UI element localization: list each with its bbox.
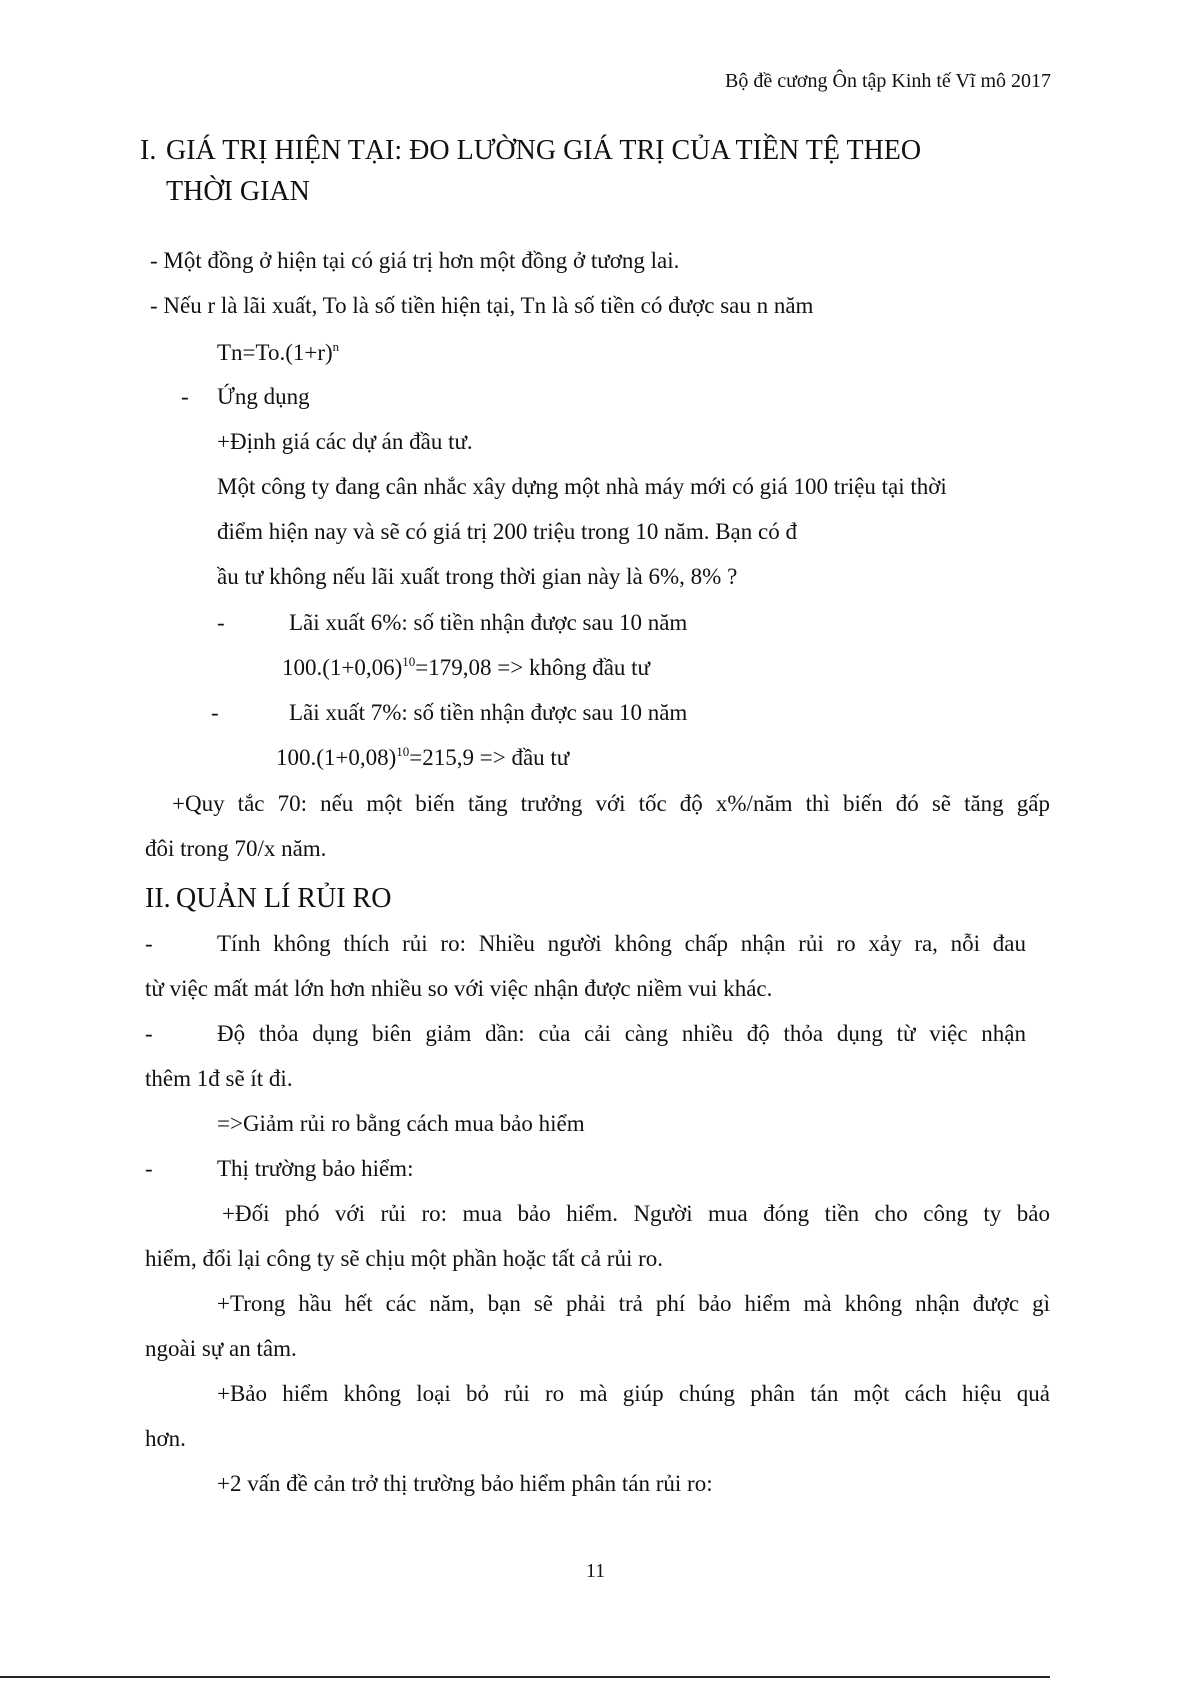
insurance-obstacles: +2 vấn đề cản trở thị trường bảo hiểm phân tán rủi ro:: [217, 1471, 713, 1496]
insurance-market-label: Thị trường bảo hiểm:: [217, 1156, 414, 1181]
insurance-market-dash: -: [145, 1156, 153, 1181]
section-1-title-line-1: GIÁ TRỊ HIỆN TẠI: ĐO LƯỜNG GIÁ TRỊ CỦA TIỀN TỆ THEO: [166, 135, 922, 166]
premium-years-line-2: ngoài sự an tâm.: [145, 1336, 297, 1361]
application-label: Ứng dụng: [217, 384, 310, 409]
formula-future-value: $Tn=To.(1+r)^n$: [217, 339, 340, 365]
marginal-utility-line-2: thêm 1đ sẽ ít đi.: [145, 1066, 293, 1091]
case-7-percent-label: Lãi xuất 7%: số tiền nhận được sau 10 năm: [289, 700, 688, 725]
risk-spreading-line-2: hơn.: [145, 1426, 186, 1451]
premium-years-line-1: +Trong hầu hết các năm, bạn sẽ phải trả phí bảo hiểm mà không nhận được gì: [217, 1291, 1050, 1316]
case-7-percent-calculation: $100.(1+0,08)^{10}=215,9$ => đầu tư: [276, 744, 570, 770]
valuation-title: +Định giá các dự án đầu tư.: [217, 429, 473, 454]
marginal-utility-dash: -: [145, 1021, 153, 1046]
risk-aversion-line-2: từ việc mất mát lớn hơn nhiều so với việc nhận được niềm vui khác.: [145, 976, 773, 1001]
page-number: 11: [585, 1560, 606, 1582]
coping-with-risk-line-2: hiểm, đổi lại công ty sẽ chịu một phần hoặc tất cả rủi ro.: [145, 1246, 663, 1271]
section-1-title-line-2: THỜI GIAN: [166, 176, 310, 207]
example-line-2: điểm hiện nay và sẽ có giá trị 200 triệu trong 10 năm. Bạn có đ: [217, 519, 797, 544]
paragraph-interest-definition: - Nếu r là lãi xuất, To là số tiền hiện tại, Tn là số tiền có được sau n năm: [150, 293, 814, 318]
marginal-utility-line-1: Độ thỏa dụng biên giảm dần: của cải càng nhiều độ thỏa dụng từ việc nhận: [217, 1021, 1026, 1046]
case-6-percent-label: Lãi xuất 6%: số tiền nhận được sau 10 năm: [289, 610, 688, 635]
case-7-percent-dash: -: [211, 700, 219, 725]
coping-with-risk-line-1: +Đối phó với rủi ro: mua bảo hiểm. Người mua đóng tiền cho công ty bảo: [222, 1201, 1050, 1226]
paragraph-present-value-bullet: - Một đồng ở hiện tại có giá trị hơn một đồng ở tương lai.: [150, 248, 680, 273]
rule-of-70-line-2: đôi trong 70/x năm.: [145, 836, 327, 861]
rule-of-70-line-1: +Quy tắc 70: nếu một biến tăng trưởng với tốc độ x%/năm thì biến đó sẽ tăng gấp: [172, 791, 1050, 816]
risk-spreading-line-1: +Bảo hiểm không loại bỏ rủi ro mà giúp chúng phân tán một cách hiệu quả: [217, 1381, 1050, 1406]
reduce-risk-conclusion: =>Giảm rủi ro bằng cách mua bảo hiểm: [217, 1111, 585, 1136]
case-6-percent-calculation: $100.(1+0,06)^{10}=179,08$ => không đầu tư: [282, 654, 651, 680]
section-2-title: QUẢN LÍ RỦI RO: [176, 883, 392, 914]
running-header: Bộ đề cương Ôn tập Kinh tế Vĩ mô 2017: [724, 70, 1051, 92]
risk-aversion-line-1: Tính không thích rủi ro: Nhiều người không chấp nhận rủi ro xảy ra, nỗi đau: [217, 931, 1026, 956]
section-1-numeral: I.: [140, 135, 157, 166]
risk-aversion-dash: -: [145, 931, 153, 956]
example-line-3: ầu tư không nếu lãi xuất trong thời gian này là 6%, 8% ?: [217, 564, 738, 589]
section-2-numeral: II.: [145, 883, 171, 914]
case-6-percent-dash: -: [217, 610, 225, 635]
application-dash: -: [181, 384, 189, 409]
footer-rule: [0, 1676, 1050, 1678]
example-line-1: Một công ty đang cân nhắc xây dựng một nhà máy mới có giá 100 triệu tại thời: [217, 474, 947, 499]
